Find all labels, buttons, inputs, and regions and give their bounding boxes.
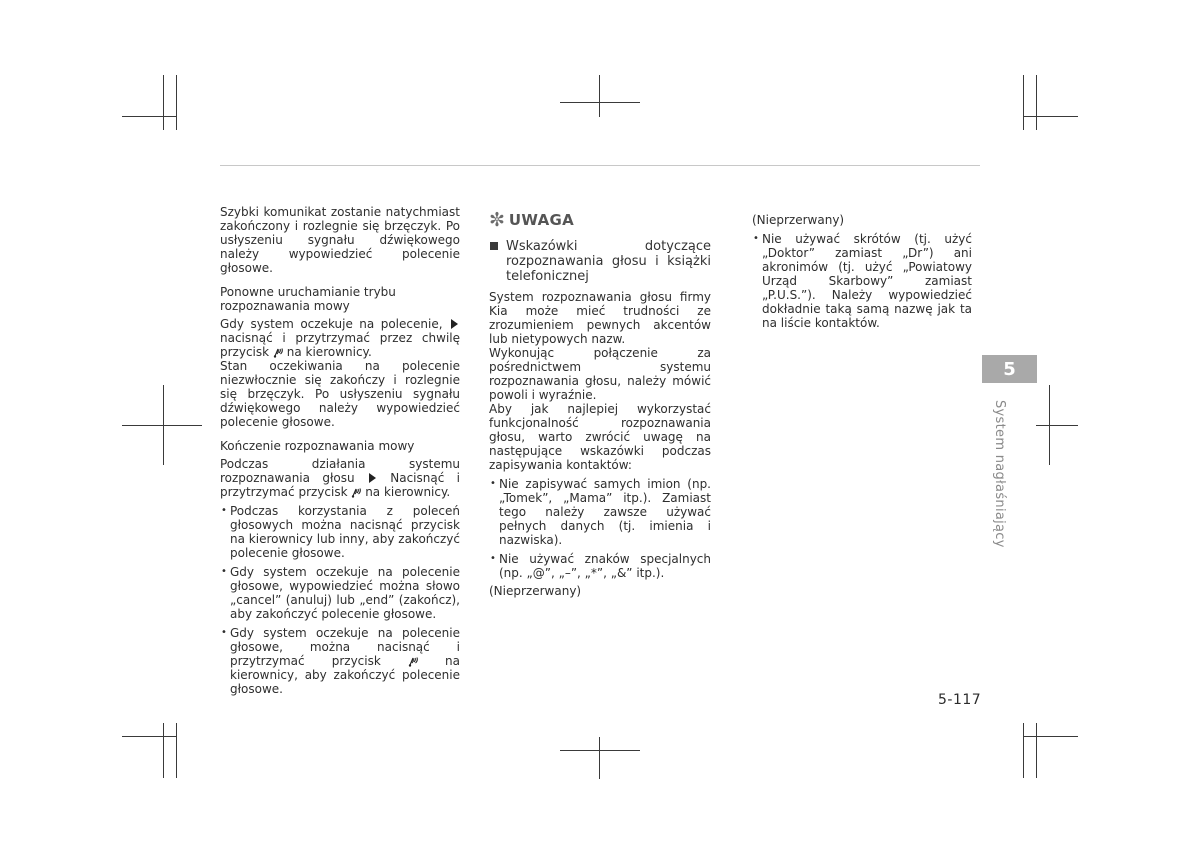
column-left bbox=[220, 205, 460, 696]
paragraph bbox=[220, 457, 460, 499]
crop-mark bbox=[176, 75, 177, 130]
crop-mark bbox=[1023, 736, 1078, 737]
list-item: • Nie używać skrótów (tj. użyć „Doktor” zamiast „Dr”) ani akronimów (tj. użyć „Powiatowy Urząd Skarbowy” zamiast „P.U.S.”). Należy wypowiedzieć dokładnie taką samą nazwę jak ta na liście kontaktów. bbox=[752, 232, 972, 330]
list-item bbox=[220, 626, 460, 696]
notice-subheading-text: Wskazówki dotyczące rozpoznawania głosu i książki telefonicznej bbox=[506, 239, 711, 284]
paragraph: Wykonując połączenie za pośrednictwem systemu rozpoznawania głosu, należy mówić powoli i wyraźnie. bbox=[489, 346, 711, 402]
crop-mark bbox=[1036, 425, 1078, 426]
arrow-icon bbox=[369, 473, 376, 483]
paragraph: Szybki komunikat zostanie natychmiast zakończony i rozlegnie się brzęczyk. Po usłyszeniu sygnału dźwiękowego należy wypowiedzieć polecenie głosowe. bbox=[220, 205, 460, 275]
bullet-list bbox=[220, 504, 460, 696]
paragraph-text: Podczas działania systemu rozpoznawania głosu bbox=[220, 457, 460, 485]
crop-mark bbox=[560, 102, 640, 103]
paragraph: Stan oczekiwania na polecenie niezwłocznie się zakończy i rozlegnie się brzęczyk. Po usłyszeniu sygnału dźwiękowego należy wypowiedzieć polecenie głosowe. bbox=[220, 359, 460, 429]
continued-label: (Nieprzerwany) bbox=[489, 584, 582, 598]
chapter-tab bbox=[982, 355, 1037, 383]
bullet-list bbox=[489, 477, 711, 580]
crop-mark bbox=[599, 75, 600, 117]
crop-mark bbox=[1036, 75, 1037, 130]
paragraph-text: nacisnąć i przytrzymać przez chwilę przycisk bbox=[220, 331, 460, 359]
crop-mark bbox=[122, 425, 202, 426]
paragraph-text: na kierownicy. bbox=[365, 485, 451, 499]
crop-mark bbox=[176, 723, 177, 778]
list-item: • Gdy system oczekuje na polecenie głosowe, wypowiedzieć można słowo „cancel” (anuluj) lub „end” (zakończ), aby zakończyć polecenie głosowe. bbox=[220, 565, 460, 621]
crop-mark bbox=[1023, 723, 1024, 778]
chapter-number: 5 bbox=[1003, 358, 1016, 380]
crop-mark bbox=[163, 723, 164, 778]
crop-mark bbox=[163, 75, 164, 130]
crop-mark bbox=[599, 737, 600, 779]
notice-title: UWAGA bbox=[508, 211, 575, 229]
notice-subheading bbox=[489, 239, 711, 284]
crop-mark bbox=[1036, 723, 1037, 778]
subheading: Kończenie rozpoznawania mowy bbox=[220, 439, 415, 453]
page-number: 5-117 bbox=[938, 692, 982, 708]
list-item-text: na kierownicy, aby zakończyć polecenie głosowe. bbox=[230, 654, 460, 696]
header-rule bbox=[220, 165, 980, 166]
square-bullet-icon bbox=[490, 242, 498, 250]
arrow-icon bbox=[451, 319, 458, 329]
paragraph-text: na kierownicy. bbox=[286, 345, 372, 359]
column-right bbox=[752, 213, 972, 330]
subheading: Ponowne uruchamianie trybu rozpoznawania mowy bbox=[220, 285, 396, 313]
crop-mark bbox=[1023, 75, 1024, 130]
asterisk-icon: ✼ bbox=[489, 209, 505, 231]
notice-header bbox=[489, 211, 711, 229]
paragraph bbox=[220, 317, 460, 359]
list-item: • Nie używać znaków specjalnych (np. „@”, „–”, „*”, „&” itp.). bbox=[489, 552, 711, 580]
list-item: • Nie zapisywać samych imion (np. „Tomek”, „Mama” itp.). Zamiast tego należy zawsze używać pełnych danych (tj. imienia i nazwiska). bbox=[489, 477, 711, 547]
paragraph: Aby jak najlepiej wykorzystać funkcjonalność rozpoznawania głosu, warto zwrócić uwagę na następujące wskazówki podczas zapisywania kontaktów: bbox=[489, 402, 711, 472]
voice-recognition-icon bbox=[273, 347, 283, 358]
paragraph-text: Nacisnąć i przytrzymać przycisk bbox=[220, 471, 460, 499]
paragraph-text: Gdy system oczekuje na polecenie, bbox=[220, 317, 443, 331]
crop-mark bbox=[1023, 116, 1078, 117]
paragraph: System rozpoznawania głosu firmy Kia może mieć trudności ze zrozumieniem pewnych akcentów lub nietypowych nazw. bbox=[489, 290, 711, 346]
column-middle bbox=[489, 211, 711, 598]
voice-recognition-icon bbox=[351, 487, 361, 498]
chapter-title: System nagłaśniający bbox=[992, 400, 1007, 548]
continued-label: (Nieprzerwany) bbox=[752, 213, 845, 227]
crop-mark bbox=[560, 750, 640, 751]
bullet-list bbox=[752, 232, 972, 330]
crop-mark bbox=[122, 736, 177, 737]
list-item: • Podczas korzystania z poleceń głosowych można nacisnąć przycisk na kierownicy lub inny, aby zakończyć polecenie głosowe. bbox=[220, 504, 460, 560]
crop-mark bbox=[122, 116, 177, 117]
list-item-text: Gdy system oczekuje na polecenie głosowe, można nacisnąć i przytrzymać przycisk bbox=[230, 626, 460, 668]
voice-recognition-icon bbox=[408, 656, 418, 667]
